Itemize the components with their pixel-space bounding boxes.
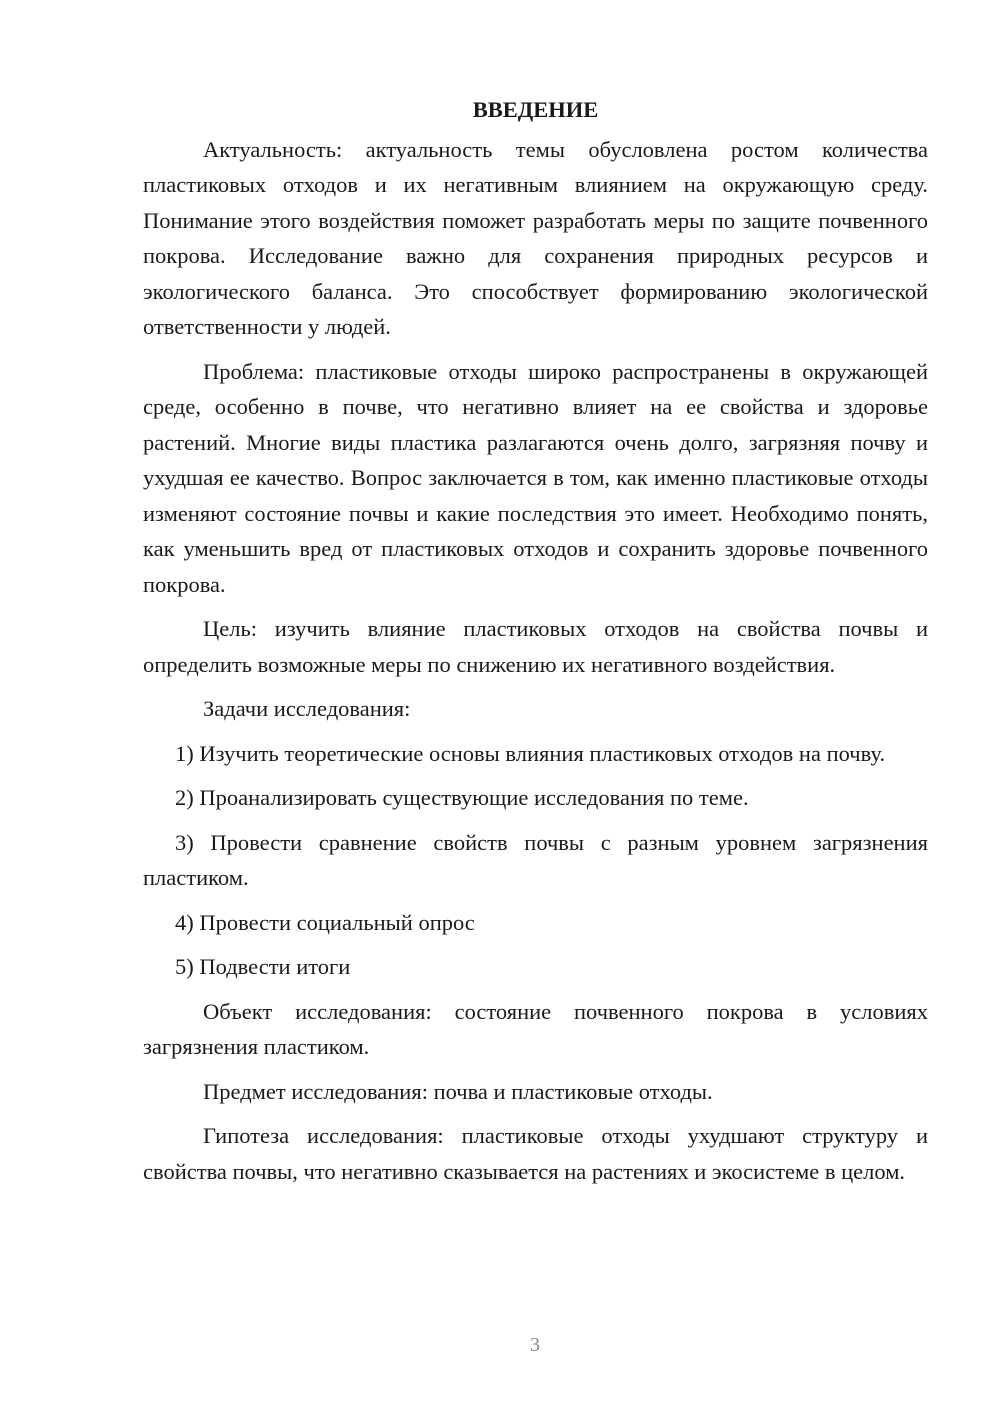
task-item-2: 2) Проанализировать существующие исследования по теме. <box>175 785 749 810</box>
problem-paragraph: Проблема: пластиковые отходы широко распространены в окружающей среде, особенно в почве, что негативно влияет на ее свойства и здоровье растений. Многие виды пластика разлагаются очень долго, загрязняя почву и ухудшая ее качество. Вопрос заключается в том, как именно пластиковые отходы изменяют состояние почвы и какие последствия это имеет. Необходимо понять, как уменьшить вред от пластиковых отходов и сохранить здоровье почвенного покрова. <box>143 358 928 597</box>
task-item-1: 1) Изучить теоретические основы влияния пластиковых отходов на почву. <box>175 740 886 766</box>
goal-paragraph: Цель: изучить влияние пластиковых отходов на свойства почвы и определить возможные меры по снижению их негативного воздействия. <box>143 616 928 677</box>
hypothesis-paragraph: Гипотеза исследования: пластиковые отходы ухудшают структуру и свойства почвы, что негативно сказывается на растениях и экосистеме в целом. <box>143 1123 928 1184</box>
document-page <box>143 92 928 1198</box>
page-number: 3 <box>530 1334 540 1356</box>
task-item-5: 5) Подвести итоги <box>175 954 351 979</box>
object-paragraph: Объект исследования: состояние почвенного покрова в условиях загрязнения пластиком. <box>143 998 928 1059</box>
task-item-3: 3) Провести сравнение свойств почвы с разным уровнем загрязнения пластиком. <box>143 829 928 890</box>
section-title: ВВЕДЕНИЕ <box>472 97 599 122</box>
task-item-4: 4) Провести социальный опрос <box>175 909 475 935</box>
relevance-paragraph: Актуальность: актуальность темы обусловлена ростом количества пластиковых отходов и их негативным влиянием на окружающую среду. Понимание этого воздействия поможет разработать меры по защите почвенного покрова. Исследование важно для сохранения природных ресурсов и экологического баланса. Это способствует формированию экологической ответственности у людей. <box>143 136 928 339</box>
subject-paragraph: Предмет исследования: почва и пластиковые отходы. <box>203 1078 713 1104</box>
tasks-heading: Задачи исследования: <box>203 696 411 721</box>
